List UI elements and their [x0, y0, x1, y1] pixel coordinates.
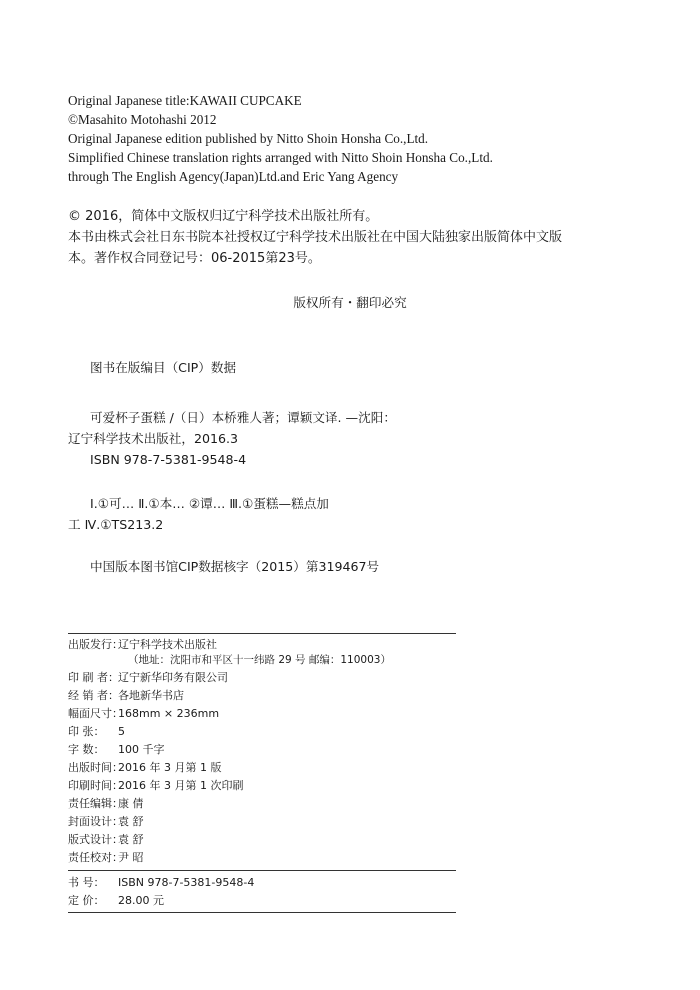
book-label-isbn: 书 号：	[68, 876, 105, 889]
imprint-label-cover-design: 封面设计：	[68, 815, 123, 828]
imprint-value-format: 168mm × 236mm	[118, 707, 220, 720]
imprint-value-print-date: 2016 年 3 月第 1 次印刷	[118, 779, 244, 792]
cip-desc-line-2: 辽宁科学技术出版社，2016.3	[68, 431, 239, 446]
agency-line: through The English Agency(Japan)Ltd.and Eric Yang Agency	[68, 169, 399, 184]
book-value-price: 28.00 元	[118, 894, 164, 907]
imprint-label-printer: 印 刷 者：	[68, 671, 119, 684]
cip-class-line-2: 工 Ⅳ.①TS213.2	[68, 517, 164, 532]
cip-isbn: ISBN 978-7-5381-9548-4	[90, 452, 247, 467]
imprint-value-proofreader: 尹 昭	[118, 851, 144, 864]
cip-class-line-1: Ⅰ.①可… Ⅱ.①本… ②谭… Ⅲ.①蛋糕—糕点加	[90, 496, 329, 511]
imprint-value-distributor: 各地新华书店	[118, 689, 184, 702]
author-copyright-line: ©Masahito Motohashi 2012	[68, 112, 217, 127]
imprint-top-rule	[68, 633, 456, 634]
book-value-isbn: ISBN 978-7-5381-9548-4	[118, 876, 255, 889]
imprint-label-publisher: 出版发行：	[68, 638, 123, 651]
cip-desc-line-1: 可爱杯子蛋糕 /（日）本桥雅人著；谭颖文译. —沈阳：	[90, 410, 396, 425]
imprint-label-publish-date: 出版时间：	[68, 761, 123, 774]
imprint-address: （地址：沈阳市和平区十一纬路 29 号 邮编：110003）	[128, 654, 391, 666]
imprint-middle-rule	[68, 870, 456, 871]
translation-rights-line: Simplified Chinese translation rights arranged with Nitto Shoin Honsha Co.,Ltd.	[68, 150, 493, 165]
imprint-label-distributor: 经 销 者：	[68, 689, 119, 702]
book-label-price: 定 价：	[68, 894, 105, 907]
imprint-value-editor: 康 倩	[118, 797, 144, 810]
imprint-label-sheets: 印 张：	[68, 725, 105, 738]
imprint-value-sheets: 5	[118, 725, 125, 738]
imprint-value-publish-date: 2016 年 3 月第 1 版	[118, 761, 222, 774]
imprint-value-publisher: 辽宁科学技术出版社	[118, 638, 217, 651]
rights-reserved: 版权所有・翻印必究	[293, 295, 407, 310]
zh-license-line: 本书由株式会社日东书院本社授权辽宁科学技术出版社在中国大陆独家出版简体中文版	[68, 230, 563, 245]
imprint-bottom-rule	[68, 912, 456, 913]
original-title-line: Original Japanese title:KAWAII CUPCAKE	[68, 93, 302, 108]
cip-heading: 图书在版编目（CIP）数据	[90, 360, 237, 375]
imprint-value-printer: 辽宁新华印务有限公司	[118, 671, 228, 684]
imprint-label-word-count: 字 数：	[68, 743, 105, 756]
zh-contract-line: 本。著作权合同登记号：06-2015第23号。	[68, 251, 321, 266]
cip-catalog-number: 中国版本图书馆CIP数据核字（2015）第319467号	[90, 559, 380, 574]
imprint-label-layout-design: 版式设计：	[68, 833, 123, 846]
imprint-value-layout-design: 袁 舒	[118, 833, 144, 846]
imprint-value-cover-design: 袁 舒	[118, 815, 144, 828]
imprint-label-proofreader: 责任校对：	[68, 851, 123, 864]
imprint-value-word-count: 100 千字	[118, 743, 165, 756]
imprint-label-print-date: 印刷时间：	[68, 779, 123, 792]
original-publisher-line: Original Japanese edition published by Nitto Shoin Honsha Co.,Ltd.	[68, 131, 429, 146]
imprint-label-editor: 责任编辑：	[68, 797, 123, 810]
imprint-label-format: 幅面尺寸：	[68, 707, 123, 720]
zh-copyright-line: © 2016，简体中文版权归辽宁科学技术出版社所有。	[68, 209, 379, 224]
